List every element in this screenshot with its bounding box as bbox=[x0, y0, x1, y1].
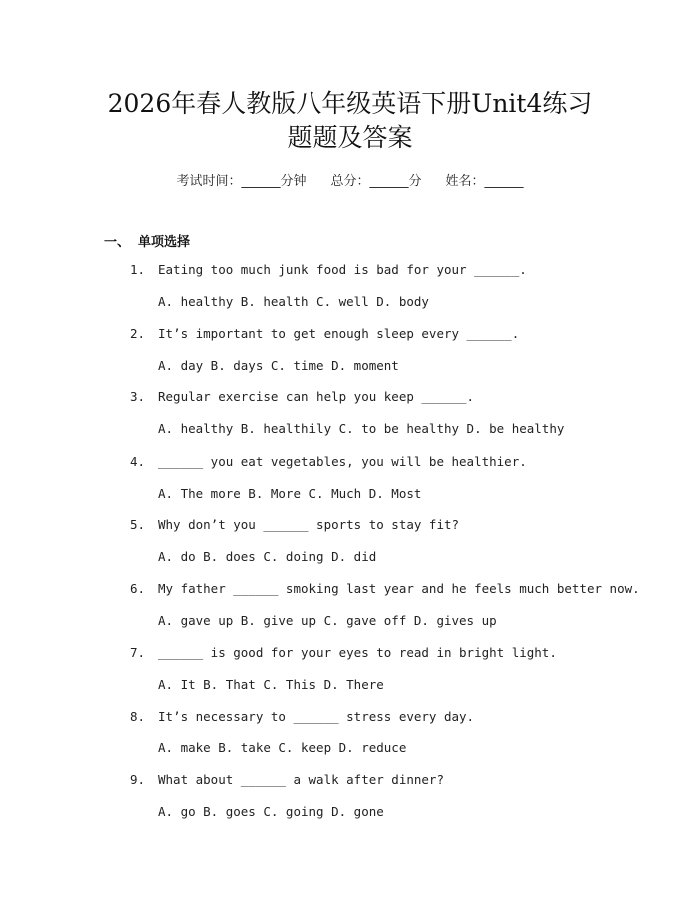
question-text: What about ______ a walk after dinner? bbox=[158, 772, 444, 787]
question-number: 2. bbox=[130, 326, 146, 341]
question-number: 6. bbox=[130, 581, 146, 596]
question-options: A. day B. days C. time D. moment bbox=[158, 358, 399, 373]
question-number: 7. bbox=[130, 645, 146, 660]
question-text: ______ you eat vegetables, you will be healthier. bbox=[158, 454, 527, 469]
question-number: 8. bbox=[130, 709, 146, 724]
question-options: A. go B. goes C. going D. gone bbox=[158, 804, 384, 819]
question-options: A. The more B. More C. Much D. Most bbox=[158, 486, 422, 501]
question-options: A. make B. take C. keep D. reduce bbox=[158, 740, 407, 755]
question-text: Why don’t you ______ sports to stay fit? bbox=[158, 517, 460, 532]
document-title-line2: 题题及答案 bbox=[287, 123, 413, 152]
section-title: 单项选择 bbox=[138, 235, 191, 250]
question-number: 9. bbox=[130, 772, 146, 787]
question-text: Regular exercise can help you keep ______. bbox=[158, 389, 475, 404]
exam-meta bbox=[0, 170, 700, 189]
question-number: 1. bbox=[130, 262, 146, 277]
question-options: A. healthy B. health C. well D. body bbox=[158, 294, 429, 309]
document-title-line1: 2026年春人教版八年级英语下册Unit4练习 bbox=[107, 89, 593, 118]
section-number: 一、 bbox=[104, 235, 131, 250]
exam-score: 总分：______分 bbox=[330, 174, 422, 189]
question-options: A. healthy B. healthily C. to be healthy D. be healthy bbox=[158, 421, 565, 436]
question-text: It’s necessary to ______ stress every day. bbox=[158, 709, 475, 724]
question-number: 3. bbox=[130, 389, 146, 404]
exam-time: 考试时间：______分钟 bbox=[176, 174, 307, 189]
question-options: A. do B. does C. doing D. did bbox=[158, 549, 377, 564]
question-text: Eating too much junk food is bad for your ______. bbox=[158, 262, 527, 277]
question-text: My father ______ smoking last year and he feels much better now. bbox=[158, 581, 640, 596]
question-number: 5. bbox=[130, 517, 146, 532]
student-name: 姓名：______ bbox=[445, 174, 524, 189]
section-heading bbox=[104, 231, 190, 250]
question-text: It’s important to get enough sleep every ______. bbox=[158, 326, 520, 341]
question-options: A. It B. That C. This D. There bbox=[158, 677, 384, 692]
question-number: 4. bbox=[130, 454, 146, 469]
question-options: A. gave up B. give up C. gave off D. gives up bbox=[158, 613, 497, 628]
question-text: ______ is good for your eyes to read in bright light. bbox=[158, 645, 557, 660]
